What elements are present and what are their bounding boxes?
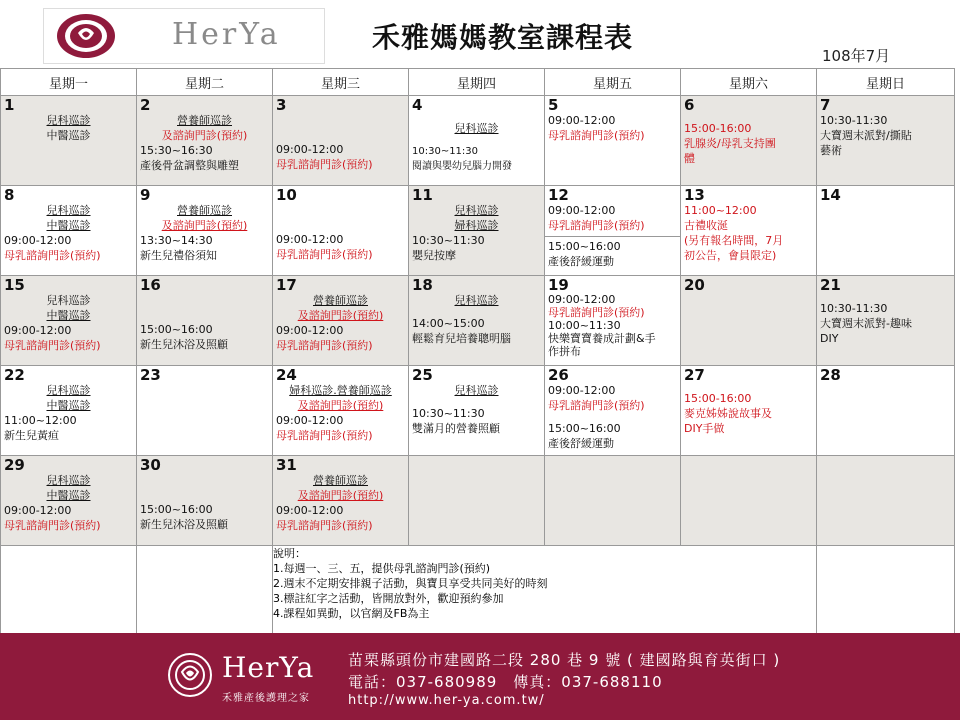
- day-cell-1: [1, 96, 137, 186]
- event-time: 10:30~11:30: [412, 407, 485, 420]
- day-cell-13: [681, 186, 817, 276]
- day-number: 24: [276, 366, 297, 384]
- week-row: [1, 456, 955, 546]
- day-number: 18: [412, 276, 433, 294]
- day-number: 26: [548, 366, 569, 384]
- rose-logo-icon: [56, 13, 116, 59]
- day-cell-empty: [409, 456, 545, 546]
- calendar-table: [0, 68, 955, 636]
- day-number: 7: [820, 96, 831, 114]
- day-cell-8: [1, 186, 137, 276]
- day-number: 19: [548, 276, 569, 294]
- footer-phone: 電話：037-680989 傳真：037-688110: [348, 673, 663, 691]
- day-number: 30: [140, 456, 161, 474]
- event-note: (另有報名時間，7月: [684, 234, 784, 247]
- event-time: 09:00-12:00: [548, 114, 616, 127]
- event-title: 母乳諮詢門診(預約): [276, 248, 373, 261]
- day-cell-9: [137, 186, 273, 276]
- header: [0, 0, 960, 68]
- day-cell-3: [273, 96, 409, 186]
- day-cell-5: [545, 96, 681, 186]
- event-label: 中醫巡診: [46, 309, 91, 322]
- weekday-header: 星期四: [409, 69, 545, 96]
- notes-cell: [273, 546, 817, 636]
- event-title: 大寶週末派對/撕貼: [820, 129, 912, 142]
- logo-text: HerYa: [172, 17, 281, 52]
- event-time: 15:00-16:00: [684, 122, 752, 135]
- day-number: 2: [140, 96, 151, 114]
- event-label: 營養師巡診: [313, 294, 368, 307]
- day-number: 20: [684, 276, 705, 294]
- event-time: 13:30~14:30: [140, 234, 213, 247]
- event-time: 15:30~16:30: [140, 144, 213, 157]
- note-item: 1.每週一、三、五，提供母乳諮詢門診(預約): [273, 562, 491, 575]
- event-label: 及諮詢門診(預約): [297, 309, 384, 322]
- event-label: 及諮詢門診(預約): [297, 399, 384, 412]
- event-label: 及諮詢門診(預約): [161, 129, 248, 142]
- weekday-header: 星期六: [681, 69, 817, 96]
- day-cell-21: [817, 276, 955, 366]
- day-cell-22: [1, 366, 137, 456]
- notes-title: 說明：: [273, 547, 306, 560]
- event-title: 新生兒沐浴及照顧: [140, 518, 228, 531]
- day-number: 13: [684, 186, 705, 204]
- event-time: 09:00-12:00: [548, 204, 616, 217]
- day-number: 22: [4, 366, 25, 384]
- day-cell-2: [137, 96, 273, 186]
- day-number: 5: [548, 96, 559, 114]
- weekday-header: 星期三: [273, 69, 409, 96]
- day-cell-27: [681, 366, 817, 456]
- day-cell-11: [409, 186, 545, 276]
- event-label: 兒科巡診: [454, 122, 499, 135]
- day-number: 10: [276, 186, 297, 204]
- event-time: 09:00-12:00: [276, 414, 344, 427]
- event-label: 營養師巡診: [313, 474, 368, 487]
- event-label: 婦科巡診.營養師巡診: [289, 384, 392, 397]
- event-time: 15:00~16:00: [140, 503, 213, 516]
- day-cell-4: [409, 96, 545, 186]
- day-number: 27: [684, 366, 705, 384]
- day-cell-30: [137, 456, 273, 546]
- day-cell-25: [409, 366, 545, 456]
- weekday-header: 星期二: [137, 69, 273, 96]
- week-row: [1, 186, 955, 276]
- day-cell-20: [681, 276, 817, 366]
- event-title: 麥克姊姊說故事及: [684, 407, 772, 420]
- event-title: 嬰兒按摩: [412, 249, 456, 262]
- day-cell-23: [137, 366, 273, 456]
- event-label: 中醫巡診: [46, 399, 91, 412]
- event-time: 09:00-12:00: [276, 324, 344, 337]
- event-time: 10:30~11:30: [412, 146, 479, 157]
- event-label: 婦科巡診: [454, 219, 499, 232]
- day-number: 15: [4, 276, 25, 294]
- day-cell-18: [409, 276, 545, 366]
- event-time: 14:00~15:00: [412, 317, 485, 330]
- event-title: 作拼布: [548, 345, 581, 358]
- day-cell-26: [545, 366, 681, 456]
- event-title: 母乳諮詢門診(預約): [4, 339, 101, 352]
- event-title: 大寶週末派對-趣味: [820, 317, 912, 330]
- month-label: 108年7月: [822, 47, 891, 65]
- event-title: 母乳諮詢門診(預約): [4, 519, 101, 532]
- event-title: 母乳諮詢門診(預約): [276, 339, 373, 352]
- day-number: 28: [820, 366, 841, 384]
- event-title: 母乳諮詢門診(預約): [548, 129, 645, 142]
- event-label: 兒科巡診: [46, 204, 91, 217]
- day-number: 29: [4, 456, 25, 474]
- rose-logo-icon: [168, 653, 212, 697]
- day-number: 12: [548, 186, 569, 204]
- event-time: 10:00~11:30: [548, 319, 621, 332]
- event-time: 11:00~12:00: [684, 204, 757, 217]
- event-title: DIY: [820, 332, 839, 345]
- event-title: 母乳諮詢門診(預約): [276, 158, 373, 171]
- event-note: 初公告，會員限定): [684, 249, 777, 262]
- note-item: 3.標註紅字之活動，皆開放對外，歡迎預約參加: [273, 592, 504, 605]
- event-title: 體: [684, 152, 695, 165]
- notes-blank-cell: [137, 546, 273, 636]
- event-time: 09:00-12:00: [4, 324, 72, 337]
- notes-blank-cell: [817, 546, 955, 636]
- event-label: 中醫巡診: [46, 129, 91, 142]
- day-number: 9: [140, 186, 151, 204]
- event-label: 兒科巡診: [46, 114, 91, 127]
- day-number: 6: [684, 96, 695, 114]
- cell-divider: [545, 236, 680, 237]
- event-title: 藝術: [820, 144, 842, 157]
- event-title: 快樂寶寶養成計劃&手: [548, 332, 656, 345]
- event-label: 營養師巡診: [177, 204, 232, 217]
- footer-brand: HerYa: [222, 651, 315, 684]
- day-cell-14: [817, 186, 955, 276]
- event-title: 母乳諮詢門診(預約): [4, 249, 101, 262]
- event-time: 09:00-12:00: [548, 384, 616, 397]
- event-title: 母乳諮詢門診(預約): [276, 429, 373, 442]
- event-title: 乳腺炎/母乳支持團: [684, 137, 776, 150]
- event-title: 母乳諮詢門診(預約): [548, 306, 645, 319]
- day-cell-29: [1, 456, 137, 546]
- event-time: 15:00~16:00: [548, 422, 621, 435]
- event-time: 15:00-16:00: [684, 392, 752, 405]
- day-cell-24: [273, 366, 409, 456]
- day-cell-19: [545, 276, 681, 366]
- event-label: 兒科巡診: [46, 294, 91, 307]
- event-title: 母乳諮詢門診(預約): [276, 519, 373, 532]
- footer-subtitle: 禾雅產後護理之家: [222, 693, 310, 704]
- event-time: 10:30~11:30: [412, 234, 485, 247]
- day-cell-16: [137, 276, 273, 366]
- day-cell-7: [817, 96, 955, 186]
- event-title: 母乳諮詢門診(預約): [548, 399, 645, 412]
- event-label: 兒科巡診: [454, 204, 499, 217]
- day-cell-10: [273, 186, 409, 276]
- event-title: 母乳諮詢門診(預約): [548, 219, 645, 232]
- day-cell-28: [817, 366, 955, 456]
- notes-blank-cell: [1, 546, 137, 636]
- event-label: 兒科巡診: [454, 294, 499, 307]
- day-number: 1: [4, 96, 15, 114]
- event-label: 及諮詢門診(預約): [161, 219, 248, 232]
- day-cell-12: [545, 186, 681, 276]
- weekday-header: 星期日: [817, 69, 955, 96]
- event-time: 09:00-12:00: [276, 143, 344, 156]
- day-cell-empty: [681, 456, 817, 546]
- event-time: 09:00-12:00: [548, 293, 616, 306]
- event-time: 10:30-11:30: [820, 114, 888, 127]
- event-time: 11:00~12:00: [4, 414, 77, 427]
- event-time: 15:00~16:00: [548, 240, 621, 253]
- day-number: 16: [140, 276, 161, 294]
- week-row: [1, 96, 955, 186]
- week-row: [1, 366, 955, 456]
- event-title: 新生兒沐浴及照顧: [140, 338, 228, 351]
- day-cell-31: [273, 456, 409, 546]
- event-title: 閱讀與嬰幼兒腦力開發: [412, 161, 512, 172]
- weekday-header: 星期五: [545, 69, 681, 96]
- day-cell-empty: [817, 456, 955, 546]
- day-number: 14: [820, 186, 841, 204]
- day-cell-17: [273, 276, 409, 366]
- event-title: 雙滿月的營養照顧: [412, 422, 500, 435]
- day-number: 21: [820, 276, 841, 294]
- event-label: 及諮詢門診(預約): [297, 489, 384, 502]
- event-title: 輕鬆育兒培養聰明腦: [412, 332, 511, 345]
- event-label: 兒科巡診: [454, 384, 499, 397]
- event-time: 09:00-12:00: [4, 234, 72, 247]
- note-item: 4.課程如異動，以官網及FB為主: [273, 607, 430, 620]
- week-row: [1, 276, 955, 366]
- notes-row: [1, 546, 955, 636]
- day-cell-6: [681, 96, 817, 186]
- event-title: 產後骨盆調整與雕塑: [140, 159, 239, 172]
- event-title: 新生兒禮俗須知: [140, 249, 217, 262]
- event-time: 15:00~16:00: [140, 323, 213, 336]
- day-number: 25: [412, 366, 433, 384]
- day-number: 31: [276, 456, 297, 474]
- event-label: 中醫巡診: [46, 489, 91, 502]
- footer-url[interactable]: http://www.her-ya.com.tw/: [348, 693, 545, 708]
- day-number: 8: [4, 186, 15, 204]
- event-title: 產後舒緩運動: [548, 437, 614, 450]
- event-time: 09:00-12:00: [276, 233, 344, 246]
- day-number: 17: [276, 276, 297, 294]
- weekday-header: 星期一: [1, 69, 137, 96]
- event-title: 古禮收涎: [684, 219, 728, 232]
- day-cell-15: [1, 276, 137, 366]
- event-title: DIY手做: [684, 422, 725, 435]
- note-item: 2.週末不定期安排親子活動，與寶貝享受共同美好的時刻: [273, 577, 548, 590]
- footer: [0, 633, 960, 720]
- event-title: 新生兒黃疸: [4, 429, 59, 442]
- day-number: 4: [412, 96, 423, 114]
- event-label: 兒科巡診: [46, 474, 91, 487]
- day-number: 3: [276, 96, 287, 114]
- event-label: 中醫巡診: [46, 219, 91, 232]
- event-time: 09:00-12:00: [4, 504, 72, 517]
- day-number: 23: [140, 366, 161, 384]
- event-title: 產後舒緩運動: [548, 255, 614, 268]
- weekday-header-row: [1, 69, 955, 96]
- footer-address: 苗栗縣頭份市建國路二段 280 巷 9 號 ( 建國路與育英街口 ): [348, 651, 781, 669]
- day-number: 11: [412, 186, 433, 204]
- event-time: 09:00-12:00: [276, 504, 344, 517]
- event-label: 兒科巡診: [46, 384, 91, 397]
- event-label: 營養師巡診: [177, 114, 232, 127]
- page-title: 禾雅媽媽教室課程表: [372, 21, 634, 54]
- logo: [43, 8, 325, 64]
- event-time: 10:30-11:30: [820, 302, 888, 315]
- day-cell-empty: [545, 456, 681, 546]
